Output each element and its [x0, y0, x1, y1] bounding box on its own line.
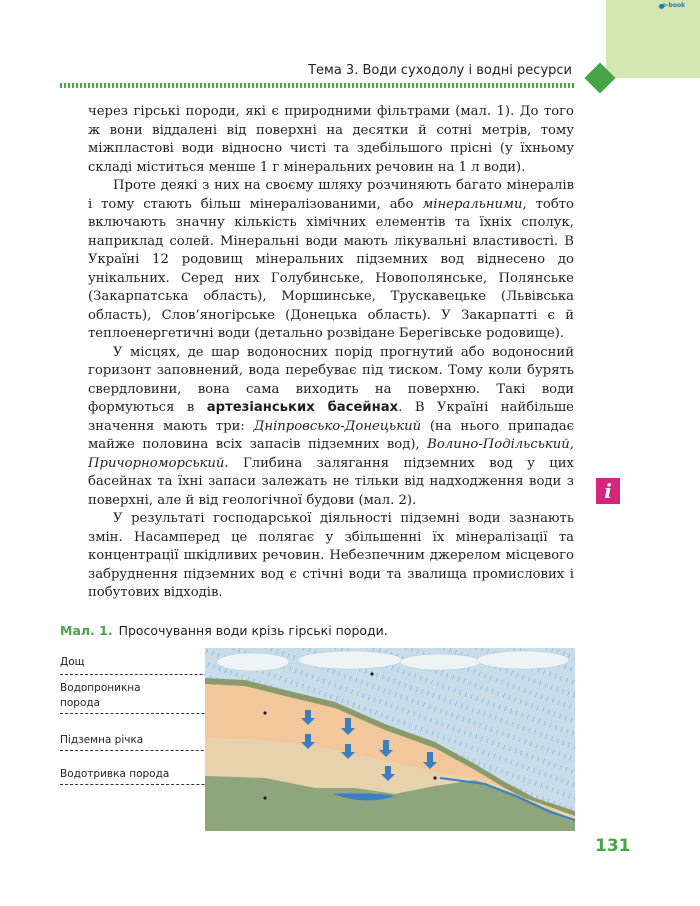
paragraph-2-text-cont: , тобто включають значну кількість хімічних елементів та їхніх сполук, наприклад солей. Мінеральні води мають лікувальні властивості. В Україні 12 родовищ мінеральних підземних вод віднесено до унікальних. Серед них Голубинське, Новополянське, Полянське (Закарпатська область), Моршинське, Трускавецьке (Львівська область), Слов’яногірське (Донецька область). У Закарпатті є й теплоенергетичні води (детально розвідане Берегівське родовище).: [88, 196, 574, 341]
term-dnipro-donetsk: Дніпровсько-Донецький: [253, 418, 422, 434]
paragraph-3: [88, 344, 574, 511]
paragraph-3-text-d: . Глибина залягання підземних вод у цих басейнах та їхні запаси залежать не тільки від надходження води з поверхні, але й від геологічної будови (мал. 2).: [88, 455, 574, 508]
page-number: 131: [595, 836, 631, 856]
paragraph-3-text-c: (на нього припадає майже половина всіх запасів підземних вод),: [88, 418, 575, 452]
ebook-logo[interactable]: e-book: [662, 2, 686, 9]
chapter-side-tab: [606, 0, 700, 78]
running-header-title: Тема 3. Води суходолу і водні ресурси: [308, 63, 572, 78]
legend-underground-river: Підземна річка: [60, 734, 144, 746]
paragraph-3-text: У місцях, де шар водоносних порід прогнутий або водоносний горизонт заповнений, вода перебуває під тиском. Тому коли бурять свердловини, вона сама виходить на поверхню. Такі води формуються в: [88, 344, 574, 415]
legend-permeable: [60, 681, 141, 711]
figure-caption-text: Просочування води крізь гірські породи.: [118, 623, 388, 638]
header-dotted-rule: [60, 83, 576, 88]
info-badge-icon[interactable]: i: [596, 478, 620, 504]
legend-impermeable: Водотривка порода: [60, 768, 170, 780]
paragraph-2: [88, 177, 574, 344]
legend-permeable-line2: порода: [60, 697, 101, 709]
paragraph-2-text: Проте деякі з них на своєму шляху розчиняють багато мінералів і тому стають більш мінералізованими, або: [88, 178, 574, 212]
figure-label: Мал. 1.: [60, 623, 113, 638]
paragraph-4: У результаті господарської діяльності підземні води зазнають змін. Насамперед це полягає у збільшенні їх мінералізації та концентрації шкідливих речовин. Небезпечним джерелом місцевого забруднення підземних вод є стічні води та звалища промислових і побутових відходів.: [88, 511, 574, 600]
figure-caption: [60, 623, 388, 638]
paragraph-3-text-b: . В Україні найбільше значення мають три:: [88, 400, 574, 434]
paragraph-1: через гірські породи, які є природними фільтрами (мал. 1). До того ж вони віддалені від поверхні на десятки й сотні метрів, тому міжпластові води відносно чисті та здебільшого прісні (у їхньому складі міститься менше 1 г мінеральних речовин на 1 л води).: [88, 104, 574, 175]
legend-rain: Дощ: [60, 656, 85, 668]
figure-cross-section: [205, 648, 575, 831]
legend-permeable-line1: Водопроникна: [60, 682, 141, 694]
term-volyn-black-sea: Волино-Подільський, Причорноморський: [88, 437, 574, 471]
body-text: [88, 103, 574, 603]
term-mineral: мінеральними: [422, 196, 523, 212]
term-artesian-basins: артезіанських басейнах: [206, 400, 399, 415]
